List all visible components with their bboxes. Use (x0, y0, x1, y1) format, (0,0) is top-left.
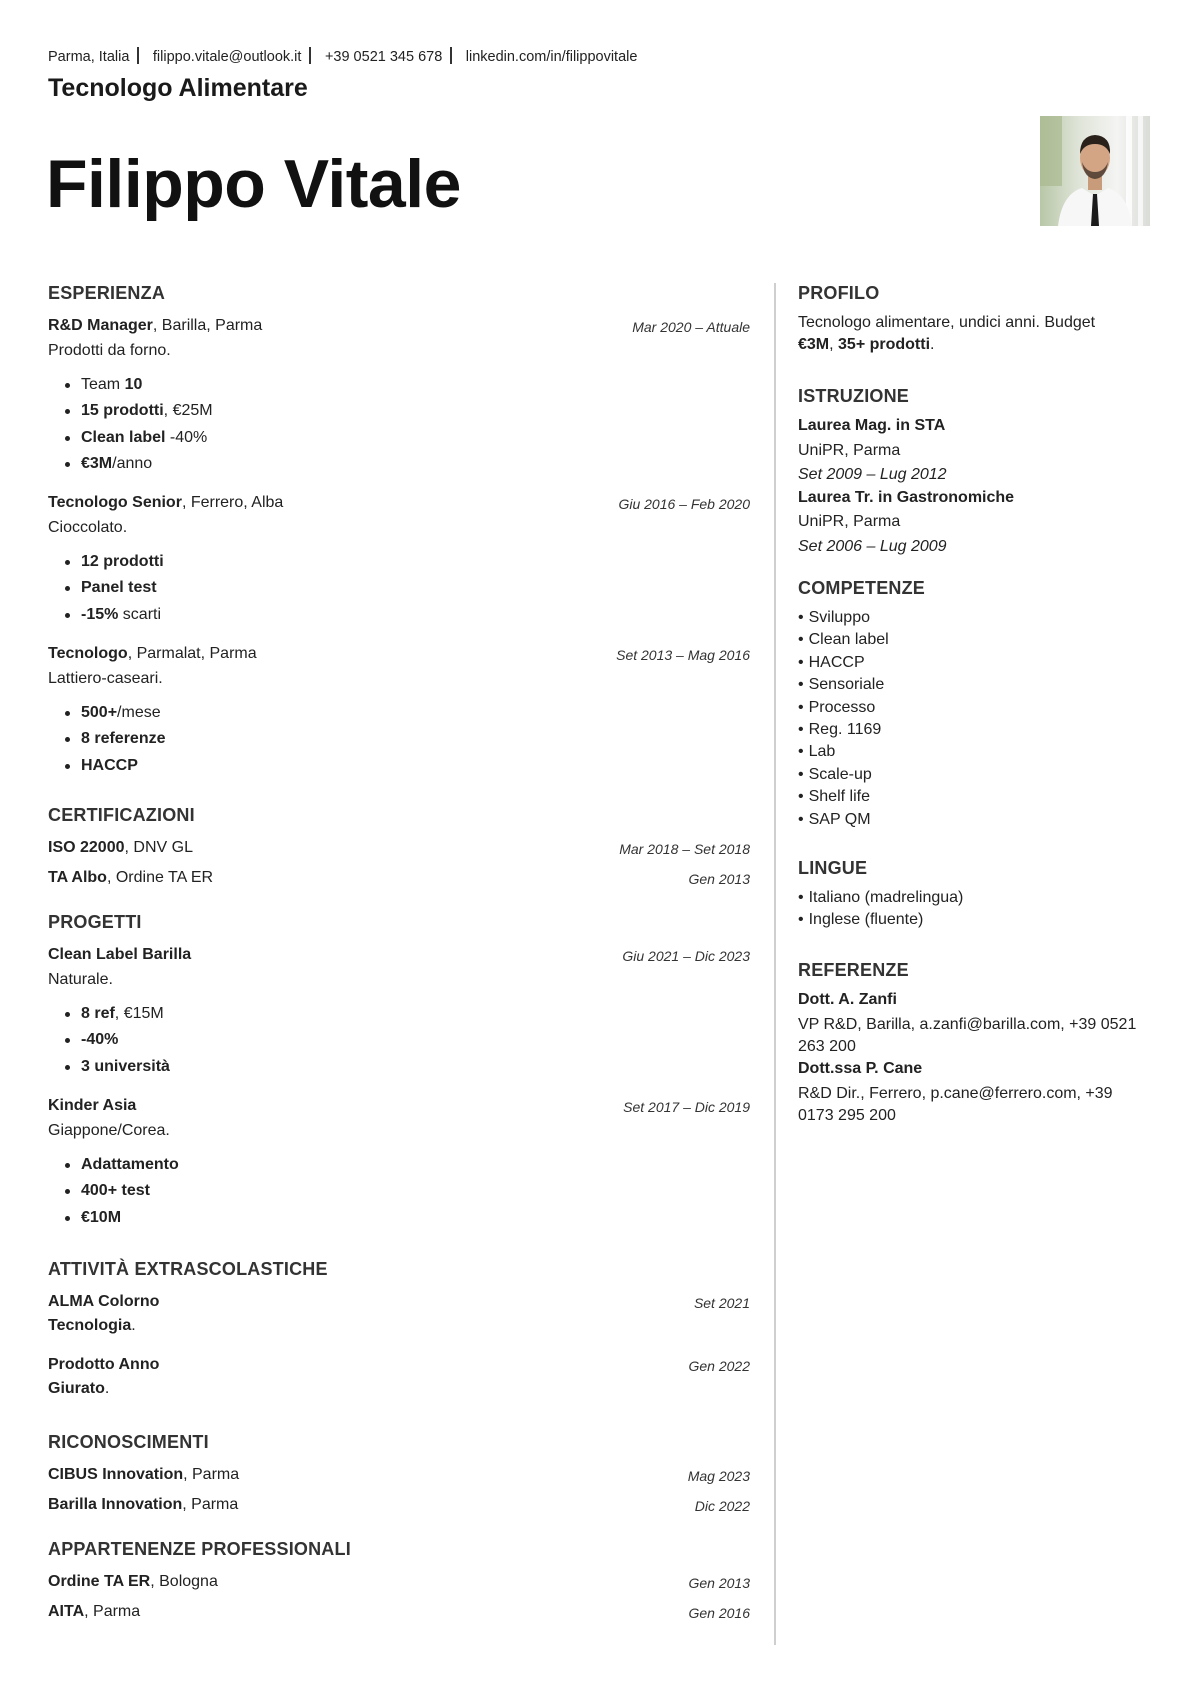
list-item: 3 università (81, 1057, 750, 1077)
list-item: -40% (81, 1030, 750, 1050)
membership-entry: AITA, Parma Gen 2016 (48, 1603, 750, 1621)
contact-phone[interactable]: +39 0521 345 678 (324, 49, 443, 65)
entry-bullets (48, 703, 750, 776)
entry-role: Tecnologo (48, 645, 128, 662)
contact-separator (450, 47, 452, 64)
entry-description: Lattiero-caseari. (48, 670, 163, 687)
entry-date: Set 2017 – Dic 2019 (623, 1099, 750, 1115)
list-item: HACCP (81, 756, 750, 776)
education-school: UniPR, Parma (798, 513, 901, 530)
list-item: • Sensoriale (798, 676, 885, 694)
certification-issuer: , DNV GL (124, 839, 193, 856)
activity-detail: Tecnologia (48, 1317, 132, 1334)
entry-bullets (48, 1004, 750, 1077)
entry-date: Dic 2022 (694, 1498, 750, 1514)
list-item: • Scale-up (798, 765, 872, 783)
certification-entry (48, 838, 750, 858)
entry-date: Set 2013 – Mag 2016 (616, 647, 750, 663)
entry-bullets (48, 375, 750, 474)
section-title-education: ISTRUZIONE (798, 386, 910, 406)
list-item: Team 10 (81, 375, 750, 395)
entry-date: Giu 2021 – Dic 2023 (622, 948, 750, 964)
list-item: -15% scarti (81, 605, 750, 625)
entry-date: Set 2021 (693, 1295, 750, 1311)
list-item: €10M (81, 1208, 750, 1228)
reference-contact: R&D Dir., Ferrero, p.cane@ferrero.com, +39 0173 295 200 (798, 1085, 1113, 1124)
references-section (798, 960, 1150, 1127)
contact-linkedin[interactable]: linkedin.com/in/filippovitale (465, 49, 638, 65)
entry-date: Gen 2013 (688, 871, 750, 887)
entry-date: Giu 2016 – Feb 2020 (618, 496, 750, 512)
list-item: 15 prodotti, €25M (81, 401, 750, 421)
list-item: • HACCP (798, 653, 865, 671)
list-item: • SAP QM (798, 810, 871, 828)
entry-date: Mar 2018 – Set 2018 (619, 841, 750, 857)
experience-entry (48, 316, 750, 480)
project-entry (48, 1096, 750, 1234)
entry-date: Gen 2013 (688, 1575, 750, 1591)
reference-name: Dott.ssa P. Cane (798, 1060, 923, 1077)
entry-description: Giappone/Corea. (48, 1122, 170, 1139)
list-item: 8 ref, €15M (81, 1004, 750, 1024)
activities-section (48, 1259, 750, 1397)
list-item: • Inglese (fluente) (798, 911, 924, 929)
list-item: 400+ test (81, 1181, 750, 1201)
entry-description: Prodotti da forno. (48, 342, 171, 359)
skills-list (798, 607, 1150, 831)
entry-description: Naturale. (48, 971, 113, 988)
experience-section (48, 283, 750, 774)
section-title-profile: PROFILO (798, 283, 880, 303)
membership-name: Ordine TA ER (48, 1573, 151, 1590)
reference-contact: VP R&D, Barilla, a.zanfi@barilla.com, +39 0521 263 200 (798, 1016, 1137, 1055)
section-title-references: REFERENZE (798, 960, 909, 980)
activity-detail: Giurato (48, 1380, 105, 1397)
entry-bullets (48, 1155, 750, 1228)
section-title-skills: COMPETENZE (798, 578, 926, 598)
list-item: • Clean label (798, 631, 889, 649)
list-item: • Italiano (madrelingua) (798, 889, 964, 906)
experience-entry (48, 493, 750, 631)
languages-section (798, 858, 1150, 932)
candidate-name: Filippo Vitale (46, 146, 461, 222)
portrait-image (1040, 116, 1150, 226)
entry-heading (48, 493, 750, 513)
membership-name: AITA (48, 1603, 85, 1620)
section-title-languages: LINGUE (798, 858, 868, 878)
education-entry (798, 415, 1150, 487)
list-item: • Reg. 1169 (798, 721, 882, 739)
list-item: 8 referenze (81, 729, 750, 749)
contact-separator (309, 47, 311, 64)
memberships-section (48, 1539, 750, 1621)
contact-email[interactable]: filippo.vitale@outlook.it (152, 49, 302, 65)
entry-date: Gen 2016 (688, 1605, 750, 1621)
entry-heading (48, 1096, 750, 1116)
award-name: CIBUS Innovation (48, 1466, 184, 1483)
education-school: UniPR, Parma (798, 441, 901, 459)
activity-entry: Prodotto Anno Gen 2022 Giurato. (48, 1356, 750, 1397)
project-name: Clean Label Barilla (48, 946, 192, 963)
award-name: Barilla Innovation (48, 1496, 183, 1513)
profile-photo (1040, 116, 1150, 226)
project-name: Kinder Asia (48, 1097, 137, 1114)
entry-date: Gen 2022 (688, 1358, 750, 1374)
entry-heading (48, 644, 750, 664)
list-item: • Processo (798, 698, 876, 716)
education-degree: Laurea Tr. in Gastronomiche (798, 488, 1015, 506)
job-title: Tecnologo Alimentare (48, 74, 308, 102)
entry-heading (48, 945, 750, 965)
education-date: Set 2009 – Lug 2012 (798, 466, 947, 483)
section-title-projects: PROGETTI (48, 912, 142, 932)
section-title-memberships: APPARTENENZE PROFESSIONALI (48, 1539, 351, 1559)
list-item: • Sviluppo (798, 609, 870, 626)
entry-bullets (48, 552, 750, 625)
reference-name: Dott. A. Zanfi (798, 991, 897, 1008)
reference-entry (798, 989, 1150, 1058)
education-date: Set 2006 – Lug 2009 (798, 537, 947, 555)
activity-name: ALMA Colorno (48, 1293, 160, 1310)
profile-section (798, 283, 1150, 356)
activity-entry: ALMA Colorno Set 2021 Tecnologia. (48, 1293, 750, 1334)
entry-description: Cioccolato. (48, 519, 128, 536)
awards-section (48, 1432, 750, 1514)
list-item: 500+/mese (81, 703, 750, 723)
contact-location: Parma, Italia (48, 49, 130, 65)
section-title-experience: ESPERIENZA (48, 283, 166, 303)
list-item: • Lab (798, 743, 836, 761)
list-item: €3M/anno (81, 454, 750, 474)
entry-company: , Barilla, Parma (152, 317, 263, 334)
membership-entry: Ordine TA ER, Bologna Gen 2013 (48, 1573, 750, 1591)
entry-date: Mag 2023 (687, 1468, 750, 1484)
contact-bar (48, 47, 637, 65)
reference-entry (798, 1058, 1150, 1127)
list-item: Panel test (81, 578, 750, 598)
section-title-certifications: CERTIFICAZIONI (48, 805, 195, 825)
list-item: Clean label -40% (81, 428, 750, 448)
certification-name: ISO 22000 (48, 839, 125, 856)
list-item: Adattamento (81, 1155, 750, 1175)
award-entry: CIBUS Innovation, Parma Mag 2023 (48, 1466, 750, 1484)
entry-role: R&D Manager (48, 317, 153, 334)
list-item: • Shelf life (798, 788, 870, 806)
skills-section (798, 578, 1150, 831)
award-entry: Barilla Innovation, Parma Dic 2022 (48, 1496, 750, 1514)
certifications-section (48, 805, 750, 887)
entry-company: , Parmalat, Parma (127, 645, 257, 662)
section-title-awards: RICONOSCIMENTI (48, 1432, 209, 1452)
entry-role: Tecnologo Senior (48, 494, 182, 511)
projects-section (48, 912, 750, 1226)
list-item: 12 prodotti (81, 552, 750, 572)
section-title-activities: ATTIVITÀ EXTRASCOLASTICHE (48, 1259, 328, 1279)
experience-entry (48, 644, 750, 782)
entry-heading (48, 316, 750, 336)
entry-date: Mar 2020 – Attuale (632, 319, 750, 335)
certification-entry (48, 868, 750, 888)
project-entry (48, 945, 750, 1083)
education-degree: Laurea Mag. in STA (798, 417, 946, 434)
contact-separator (137, 47, 139, 64)
certification-issuer: , Ordine TA ER (106, 869, 214, 886)
education-entry (798, 487, 1150, 559)
entry-company: , Ferrero, Alba (181, 494, 284, 511)
languages-list (798, 887, 1150, 932)
profile-text: Tecnologo alimentare, undici anni. Budget €3M, 35+ prodotti. (798, 314, 1096, 353)
certification-name: TA Albo (48, 869, 107, 886)
column-divider (774, 283, 776, 1645)
education-section (798, 386, 1150, 558)
activity-name: Prodotto Anno (48, 1356, 160, 1373)
